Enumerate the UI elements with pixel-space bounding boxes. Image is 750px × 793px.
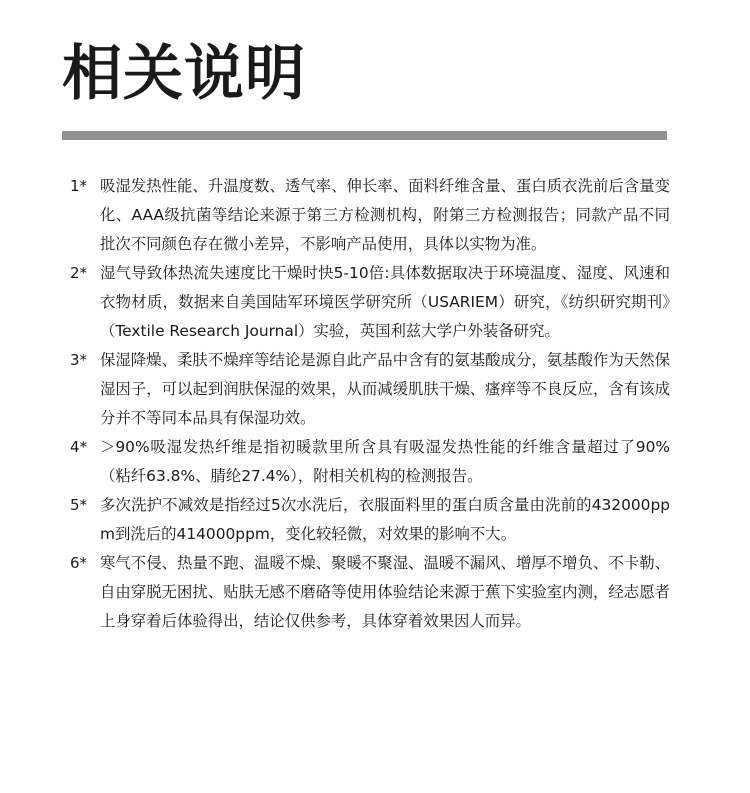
note-text: 寒气不侵、热量不跑、温暖不燥、聚暖不聚湿、温暖不漏风、增厚不增负、不卡勒、自由穿脱无困扰、贴肤无感不磨硌等使用体验结论来源于蕉下实验室内测，经志愿者上身穿着后体验得出，结论仅供参考，具体穿着效果因人而异。 (100, 554, 670, 630)
note-marker: 6* (70, 554, 88, 572)
note-marker: 4* (70, 438, 88, 456)
note-item (70, 433, 670, 491)
note-text: 保湿降燥、柔肤不燥痒等结论是源自此产品中含有的氨基酸成分，氨基酸作为天然保湿因子，可以起到润肤保湿的效果，从而减缓肌肤干燥、瘙痒等不良反应，含有该成分并不等同本品具有保湿功效。 (100, 351, 670, 427)
note-text: 多次洗护不减效是指经过5次水洗后，衣服面料里的蛋白质含量由洗前的432000ppm到洗后的414000ppm，变化较轻微，对效果的影响不大。 (100, 496, 670, 543)
notes-list (70, 172, 670, 636)
note-item (70, 491, 670, 549)
note-marker: 3* (70, 351, 88, 369)
note-marker: 5* (70, 496, 88, 514)
note-item (70, 346, 670, 433)
note-marker: 2* (70, 264, 88, 282)
note-text: 吸湿发热性能、升温度数、透气率、伸长率、面料纤维含量、蛋白质衣洗前后含量变化、AAA级抗菌等结论来源于第三方检测机构，附第三方检测报告；同款产品不同批次不同颜色存在微小差异，不影响产品使用，具体以实物为准。 (100, 177, 670, 253)
title-divider (62, 131, 667, 140)
note-item (70, 549, 670, 636)
note-item (70, 259, 670, 346)
page-title: 相关说明 (62, 39, 306, 109)
note-marker: 1* (70, 177, 88, 195)
note-text: ＞90%吸湿发热纤维是指初暖款里所含具有吸湿发热性能的纤维含量超过了90%（粘纤63.8%、腈纶27.4%），附相关机构的检测报告。 (100, 438, 670, 485)
note-item (70, 172, 670, 259)
note-text: 湿气导致体热流失速度比干燥时快5-10倍:具体数据取决于环境温度、湿度、风速和衣物材质，数据来自美国陆军环境医学研究所（USARIEM）研究，《纺织研究期刊》（Textile Research Journal）实验，英国利兹大学户外装备研究。 (100, 264, 670, 340)
